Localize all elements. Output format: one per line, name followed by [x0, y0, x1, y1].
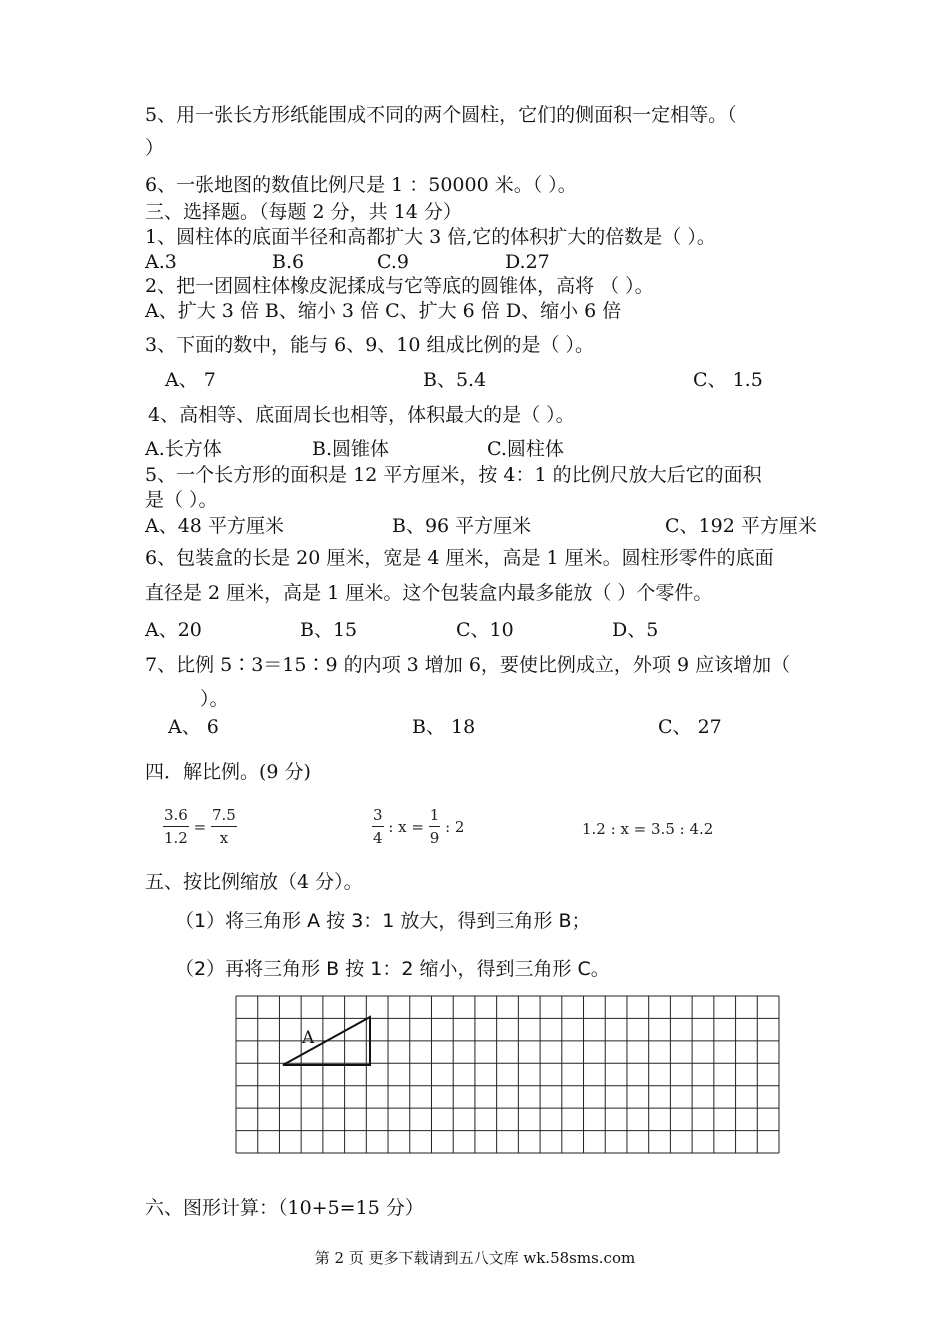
choice-q7-option-c: C、 27	[658, 716, 722, 738]
choice-q7-option-b: B、 18	[412, 716, 476, 738]
proportion-section-title: 四．解比例。(9 分)	[145, 761, 311, 783]
fraction-numerator: 7.5	[211, 808, 237, 827]
choice-q1-option-b: B.6	[272, 251, 305, 273]
page-footer: 第 2 页 更多下载请到五八文库 wk.58sms.com	[314, 1249, 636, 1267]
choice-q5-option-a: A、48 平方厘米	[145, 515, 284, 537]
choice-q3-option-a: A、 7	[165, 369, 216, 391]
choice-q1: 1、圆柱体的底面半径和高都扩大 3 倍,它的体积扩大的倍数是（ ）。	[145, 226, 716, 248]
judge-q6: 6、一张地图的数值比例尺是 1 ：50000 米。（ ）。	[145, 174, 577, 196]
choice-q6-line1: 6、包装盒的长是 20 厘米，宽是 4 厘米，高是 1 厘米。圆柱形零件的底面	[145, 547, 774, 569]
proportion-equation-2	[372, 808, 464, 846]
ratio-tail: : 2	[445, 818, 465, 836]
fraction-left	[163, 808, 189, 846]
choice-q7-line1: 7、比例 5∶3＝15∶9 的内项 3 增加 6，要使比例成立，外项 9 应该增加（	[145, 654, 791, 676]
choice-q2: 2、把一团圆柱体橡皮泥揉成与它等底的圆锥体，高将 （ ）。	[145, 275, 654, 297]
choice-q6-option-c: C、10	[456, 619, 514, 641]
choice-q5-line2: 是（ ）。	[145, 489, 218, 511]
fraction-denominator: 9	[429, 829, 440, 847]
choice-q4-option-c: C.圆柱体	[487, 438, 564, 460]
choice-q4-option-b: B.圆锥体	[312, 438, 390, 460]
fraction-numerator: 3.6	[163, 808, 189, 827]
choice-q1-option-a: A.3	[145, 251, 177, 273]
choice-q7-option-a: A、 6	[168, 716, 219, 738]
choice-q6-option-b: B、15	[300, 619, 358, 641]
choice-q4: 4、高相等、底面周长也相等，体积最大的是（ ）。	[148, 404, 575, 426]
equals-sign: =	[193, 818, 207, 836]
ratio-middle: : x =	[388, 818, 424, 836]
figure-calc-title: 六、图形计算：（10+5=15 分）	[145, 1197, 424, 1219]
choice-q1-option-c: C.9	[377, 251, 409, 273]
choice-q5-line1: 5、一个长方形的面积是 12 平方厘米，按 4：1 的比例尺放大后它的面积	[145, 464, 762, 486]
choice-q6-option-d: D、5	[612, 619, 659, 641]
choice-q5-option-b: B、96 平方厘米	[392, 515, 532, 537]
choice-q3-option-c: C、 1.5	[693, 369, 763, 391]
choice-q6-option-a: A、20	[145, 619, 202, 641]
choice-section-title: 三、选择题。（每题 2 分，共 14 分）	[145, 201, 462, 223]
proportion-equation-1	[163, 808, 237, 846]
scale-step-2: （2）再将三角形 B 按 1：2 缩小，得到三角形 C。	[175, 958, 610, 980]
choice-q7-line2: ）。	[200, 688, 229, 710]
fraction-denominator: 4	[373, 829, 383, 847]
choice-q2-options: A、扩大 3 倍 B、缩小 3 倍 C、扩大 6 倍 D、缩小 6 倍	[145, 300, 622, 322]
choice-q1-option-d: D.27	[505, 251, 550, 273]
choice-q3: 3、下面的数中，能与 6、9、10 组成比例的是（ ）。	[145, 334, 595, 356]
fraction-right	[211, 808, 237, 846]
judge-q5-line1: 5、用一张长方形纸能围成不同的两个圆柱，它们的侧面积一定相等。（	[145, 104, 737, 126]
judge-q5-line2: ）	[145, 137, 165, 159]
drawing-grid	[235, 995, 781, 1155]
fraction-denominator: x	[219, 829, 229, 847]
fraction-numerator: 1	[429, 808, 441, 827]
choice-q6-line2: 直径是 2 厘米，高是 1 厘米。这个包装盒内最多能放（ ）个零件。	[145, 582, 713, 604]
choice-q5-option-c: C、192 平方厘米	[665, 515, 817, 537]
fraction-numerator: 3	[372, 808, 384, 827]
fraction-right	[429, 808, 441, 846]
fraction-denominator: 1.2	[164, 829, 188, 847]
choice-q4-option-a: A.长方体	[145, 438, 222, 460]
choice-q3-option-b: B、5.4	[423, 369, 487, 391]
triangle-label: A	[302, 1028, 315, 1048]
grid-lines	[236, 996, 779, 1153]
scale-step-1: （1）将三角形 A 按 3：1 放大，得到三角形 B；	[175, 910, 591, 932]
fraction-left	[372, 808, 384, 846]
scale-section-title: 五、按比例缩放（4 分）。	[145, 871, 363, 893]
proportion-equation-3: 1.2 : x = 3.5 : 4.2	[582, 820, 714, 838]
